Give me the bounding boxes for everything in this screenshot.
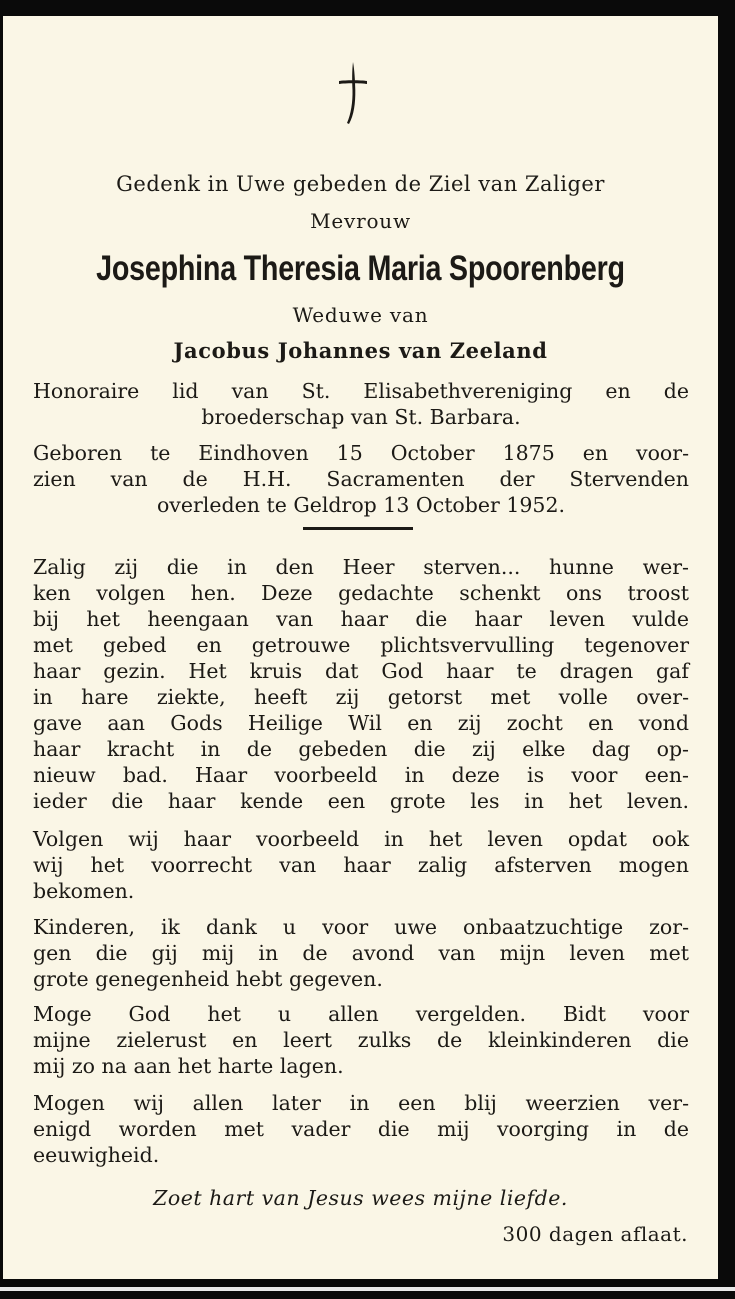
memorial-card xyxy=(3,16,718,1279)
text-line: haar kracht in de gebeden die zij elke dag op- xyxy=(33,737,689,761)
paragraph-children xyxy=(33,914,689,992)
text-line: gen die gij mij in de avond van mijn leven met xyxy=(33,941,689,965)
text-line: eeuwigheid. xyxy=(33,1143,160,1167)
honorary-membership xyxy=(33,378,689,430)
text-line: haar gezin. Het kruis dat God haar te dragen gaf xyxy=(33,659,689,683)
text-line: Moge God het u allen vergelden. Bidt voor xyxy=(33,1002,689,1026)
honorary-line: broederschap van St. Barbara. xyxy=(201,405,521,429)
spouse-name: Jacobus Johannes van Zeeland xyxy=(173,338,548,363)
text-line: in hare ziekte, heeft zij getorst met volle over- xyxy=(33,685,689,709)
text-line: ken volgen hen. Deze gedachte schenkt ons troost xyxy=(33,581,689,605)
text-line: nieuw bad. Haar voorbeeld in deze is voor een- xyxy=(33,763,689,787)
divider xyxy=(303,527,413,530)
text-line: Zalig zij die in den Heer sterven... hunne wer- xyxy=(33,555,689,579)
text-line: bekomen. xyxy=(33,879,135,903)
scan-edge-strip xyxy=(0,1287,735,1291)
greeting-line: Gedenk in Uwe gebeden de Ziel van Zaliger xyxy=(116,172,605,196)
text-line: enigd worden met vader die mij voorging in de xyxy=(33,1117,689,1141)
text-line: wij het voorrecht van haar zalig afsterven mogen xyxy=(33,853,689,877)
birth-death-line: overleden te Geldrop 13 October 1952. xyxy=(156,493,566,517)
text-line: mij zo na aan het harte lagen. xyxy=(33,1054,344,1078)
prayer-line: Zoet hart van Jesus wees mijne liefde. xyxy=(153,1186,568,1210)
deceased-name: Josephina Theresia Maria Spoorenberg xyxy=(96,249,625,288)
indulgence-line: 300 dagen aflaat. xyxy=(502,1222,688,1246)
paragraph-blessing xyxy=(33,1001,689,1079)
cross-icon xyxy=(335,60,371,126)
text-line: gave aan Gods Heilige Wil en zij zocht en vond xyxy=(33,711,689,735)
paragraph-reunion xyxy=(33,1090,689,1168)
birth-death-text xyxy=(33,440,689,518)
birth-death-line: zien van de H.H. Sacramenten der Stervenden xyxy=(33,467,689,491)
scan-border-right xyxy=(718,0,735,1299)
text-line: bij het heengaan van haar die haar leven vulde xyxy=(33,607,689,631)
text-line: grote genegenheid hebt gegeven. xyxy=(33,967,383,991)
title-line: Mevrouw xyxy=(310,209,411,233)
relation-line: Weduwe van xyxy=(292,303,429,327)
text-line: Kinderen, ik dank u voor uwe onbaatzuchtige zor- xyxy=(33,915,689,939)
text-line: ieder die haar kende een grote les in het leven. xyxy=(33,789,689,813)
paragraph-remembrance xyxy=(33,554,689,814)
text-line: met gebed en getrouwe plichtsvervulling tegenover xyxy=(33,633,689,657)
text-line: mijne zielerust en leert zulks de kleinkinderen die xyxy=(33,1028,689,1052)
paragraph-example xyxy=(33,826,689,904)
text-line: Mogen wij allen later in een blij weerzien ver- xyxy=(33,1091,689,1115)
honorary-line: Honoraire lid van St. Elisabethvereniging en de xyxy=(33,379,689,403)
text-line: Volgen wij haar voorbeeld in het leven opdat ook xyxy=(33,827,689,851)
birth-death-line: Geboren te Eindhoven 15 October 1875 en voor- xyxy=(33,441,689,465)
